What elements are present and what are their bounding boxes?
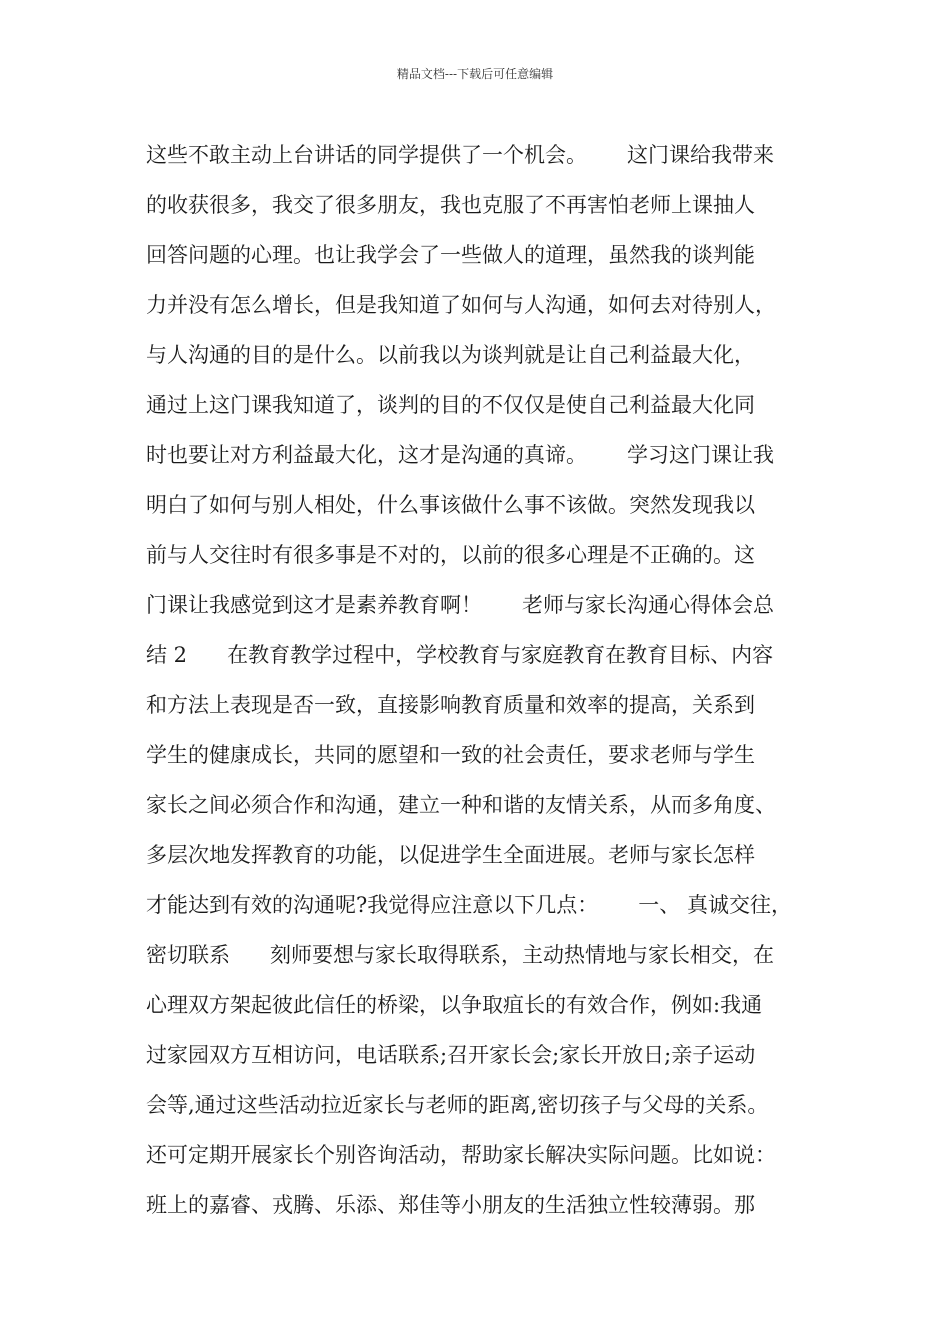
text-line: 的收获很多，我交了很多朋友，我也克服了不再害怕老师上课抽人 — [146, 193, 755, 217]
text-line: 明白了如何与别人相处，什么事该做什么事不该做。突然发现我以 — [146, 493, 755, 517]
text-line: 心理双方架起彼此信任的桥梁，以争取疽长的有效合作，例如:我通 — [146, 993, 763, 1017]
text-line: 和方法上表现是否一致，直接影响教育质量和效率的提高，关系到 — [146, 693, 755, 717]
text-line: 与人沟通的目的是什么。以前我以为谈判就是让自己利益最大化， — [146, 343, 755, 367]
text-line: 力并没有怎么增长，但是我知道了如何与人沟通，如何去对待别人， — [146, 293, 776, 317]
body-text — [146, 130, 826, 1230]
text-line: 过家园双方互相访问，电话联系;召开家长会;家长开放日;亲子运动 — [146, 1043, 756, 1067]
text-line: 家长之间必须合作和沟通，建立一种和谐的友情关系，从而多角度、 — [146, 793, 776, 817]
text-line: 学生的健康成长，共同的愿望和一致的社会责任，要求老师与学生 — [146, 743, 755, 767]
text-line: 前与人交往时有很多事是不对的，以前的很多心理是不正确的。这 — [146, 543, 755, 567]
page-header: 精品文档---下载后可任意编辑 — [396, 67, 554, 81]
text-line: 结 2 在教育教学过程中，学校教育与家庭教育在教育目标、内容 — [146, 643, 774, 667]
text-line: 会等,通过这些活动拉近家长与老师的距离,密切孩子与父母的关系。 — [146, 1093, 769, 1117]
text-line: 还可定期开展家长个别咨询活动，帮助家长解决实际问题。比如说： — [146, 1143, 776, 1167]
text-line: 回答问题的心理。也让我学会了一些做人的道理，虽然我的谈判能 — [146, 243, 755, 267]
text-line: 这些不敢主动上台讲话的同学提供了一个机会。 这门课给我带来 — [146, 143, 775, 167]
text-line: 多层次地发挥教育的功能，以促进学生全面进展。老师与家长怎样 — [146, 843, 755, 867]
text-line: 门课让我感觉到这才是素养教育啊！ 老师与家长沟通心得体会总 — [146, 593, 775, 617]
text-line: 才能达到有效的沟通呢?我觉得应注意以下几点： 一、 真诚交往， — [146, 893, 792, 917]
text-line: 班上的嘉睿、戎腾、乐添、郑佳等小朋友的生活独立性较薄弱。那 — [146, 1193, 755, 1217]
text-line: 时也要让对方利益最大化，这才是沟通的真谛。 学习这门课让我 — [146, 443, 775, 467]
text-line: 密切联系 刻师要想与家长取得联系，主动热情地与家长相交，在 — [146, 943, 775, 967]
text-line: 通过上这门课我知道了，谈判的目的不仅仅是使自己利益最大化同 — [146, 393, 755, 417]
